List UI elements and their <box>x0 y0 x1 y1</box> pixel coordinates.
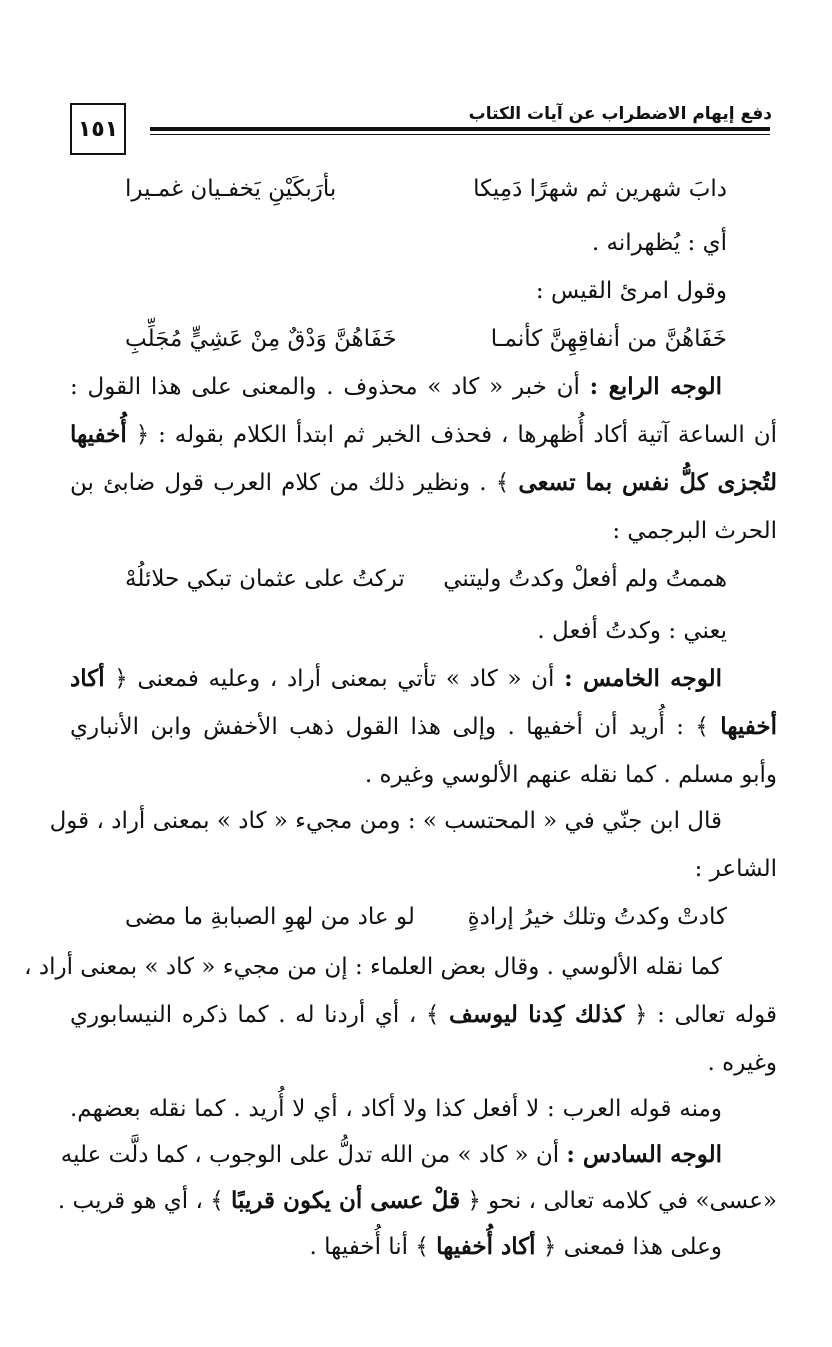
verse2-second-hemistich: خَفَاهُنَّ وَدْقٌ مِنْ عَشِيٍّ مُجَلِّبِ <box>125 326 397 352</box>
paragraph-line <box>70 998 777 1032</box>
quran-quote: أكاد <box>70 665 105 692</box>
text-line: الشاعر : <box>694 856 777 882</box>
paragraph-text: ﴾ ، أي أردنا له . كما ذكره النيسابوري <box>70 1002 440 1028</box>
paragraph-text: أن « كاد » تأتي بمعنى أراد ، وعليه فمعنى ﴿ <box>114 666 555 692</box>
paragraph-text: أن « كاد » من الله تدلُّ على الوجوب ، كما دلَّت عليه <box>60 1142 560 1168</box>
text-line: يعني : وكدتُ أفعل . <box>537 618 727 644</box>
paragraph-line: قال ابن جنّي في « المحتسب » : ومن مجيء « كاد » بمعنى أراد ، قول <box>49 808 722 834</box>
paragraph-line: كما نقله الألوسي . وقال بعض العلماء : إن من مجيء « كاد » بمعنى أراد ، <box>24 954 722 980</box>
header-rule-thick <box>150 127 770 131</box>
verse3-second-hemistich: تركتُ على عثمان تبكي حلائلُهْ <box>125 566 405 592</box>
text-line: أي : يُظهرانه . <box>591 230 727 256</box>
paragraph-text: ﴾ ، أي هو قريب . <box>57 1188 224 1214</box>
running-header-title: دفع إيهام الاضطراب عن آيات الكتاب <box>468 104 772 124</box>
paragraph-line <box>70 662 722 696</box>
quran-quote: أخفيها <box>720 713 778 740</box>
verse1-second-hemistich: بأرَبكَيْنِ يَخفـيان غمـيرا <box>125 176 337 202</box>
paragraph-text: ﴾ . ونظير ذلك من كلام العرب قول ضابئ بن <box>70 470 510 496</box>
text-line: وقول امرئ القيس : <box>535 278 727 304</box>
verse4-first-hemistich: كادتْ وكدتُ وتلك خيرُ إرادةٍ <box>467 904 727 930</box>
quran-quote: أُخفيها <box>70 421 127 448</box>
section-heading: الوجه الخامس : <box>564 665 723 692</box>
paragraph-line: ومنه قوله العرب : لا أفعل كذا ولا أكاد ، أي لا أُريد . كما نقله بعضهم. <box>70 1096 722 1122</box>
paragraph-line <box>58 1184 777 1218</box>
verse3-first-hemistich: هممتُ ولم أفعلْ وكدتُ وليتني <box>443 566 727 592</box>
text-line: الحرث البرجمي : <box>612 518 777 544</box>
quran-quote: قلْ عسى أن يكون قريبًا <box>231 1187 461 1214</box>
paragraph-text: ﴾ أنا أُخفيها . <box>309 1234 429 1260</box>
paragraph-line <box>70 418 777 452</box>
paragraph-line <box>310 1230 722 1264</box>
verse2-first-hemistich: خَفَاهُنَّ من أنفاقِهِنَّ كأنمـا <box>490 326 727 352</box>
section-heading: الوجه الرابع : <box>589 373 722 400</box>
quran-quote: أكاد أُخفيها <box>436 1233 536 1260</box>
quran-quote: لتُجزى كلُّ نفس بما تسعى <box>518 469 778 496</box>
paragraph-line <box>70 710 777 744</box>
quran-quote: كذلك كِدنا ليوسف <box>449 1001 625 1028</box>
paragraph-text: قوله تعالى : ﴿ <box>634 1002 778 1028</box>
page-number: ١٥١ <box>70 103 126 155</box>
paragraph-text: «عسى» في كلامه تعالى ، نحو ﴿ <box>467 1188 777 1214</box>
paragraph-text: ﴾ : أُريد أن أخفيها . وإلى هذا القول ذهب الأخفش وابن الأنباري <box>70 714 709 740</box>
paragraph-text: أن الساعة آتية أكاد أُظهرها ، فحذف الخبر ثم ابتدأ الكلام بقوله : ﴿ <box>135 422 777 448</box>
paragraph-line <box>70 466 777 500</box>
paragraph-text: أن خبر « كاد » محذوف . والمعنى على هذا القول : <box>70 374 580 400</box>
verse4-second-hemistich: لو عاد من لهوِ الصبابةِ ما مضى <box>125 904 415 930</box>
text-line: وأبو مسلم . كما نقله عنهم الألوسي وغيره . <box>364 762 777 788</box>
paragraph-line <box>70 370 722 404</box>
paragraph-line <box>60 1138 722 1172</box>
header-rule-thin <box>150 134 770 135</box>
section-heading: الوجه السادس : <box>566 1141 722 1168</box>
paragraph-text: وعلى هذا فمعنى ﴿ <box>542 1234 722 1260</box>
verse1-first-hemistich: دابَ شهرين ثم شهرًا دَمِيكا <box>473 176 727 202</box>
text-line: وغيره . <box>707 1050 777 1076</box>
